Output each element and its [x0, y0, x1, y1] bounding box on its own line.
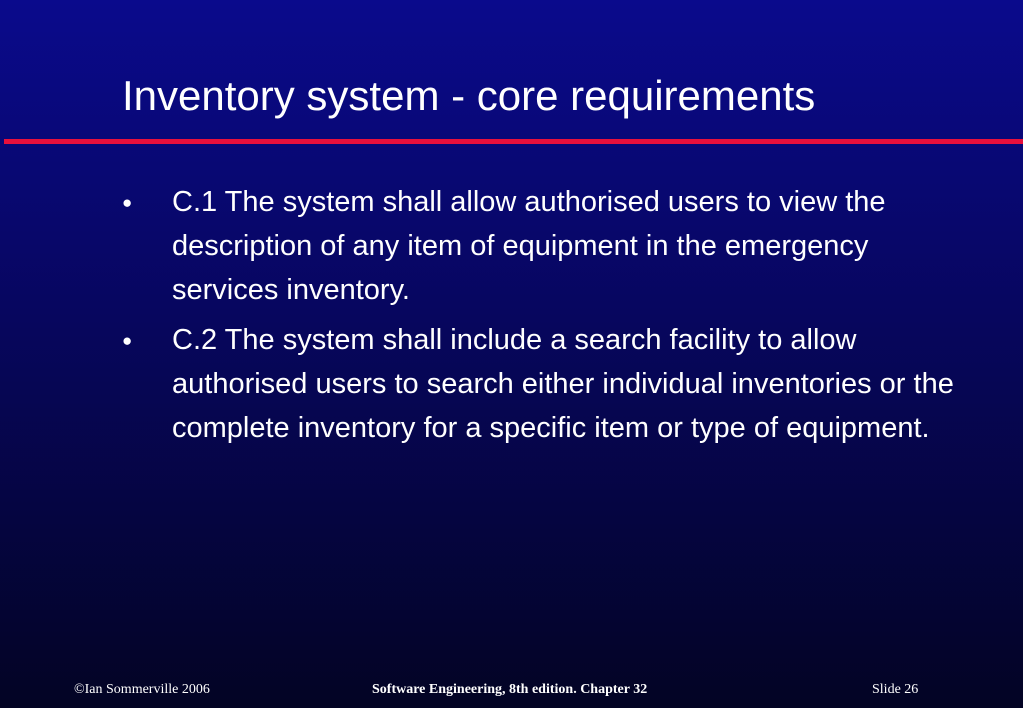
footer-copyright: ©Ian Sommerville 2006 — [74, 682, 210, 697]
bullet-item-c2 — [0, 318, 972, 450]
bullet-text: C.1 The system shall allow authorised users to view the description of any item of equipment in the emergency services inventory. — [172, 186, 886, 306]
bullet-list — [0, 180, 972, 456]
bullet-marker: ● — [122, 193, 133, 212]
footer-slide-number: Slide 26 — [872, 682, 919, 697]
title-divider — [4, 139, 1023, 144]
bullet-marker: ● — [122, 331, 133, 350]
slide-title: Inventory system - core requirements — [122, 72, 816, 119]
footer-book-title: Software Engineering, 8th edition. Chapter 32 — [372, 682, 648, 697]
bullet-item-c1 — [0, 180, 972, 312]
bullet-text: C.2 The system shall include a search facility to allow authorised users to search either individual inventories or the complete inventory for a specific item or type of equipment. — [172, 324, 954, 444]
